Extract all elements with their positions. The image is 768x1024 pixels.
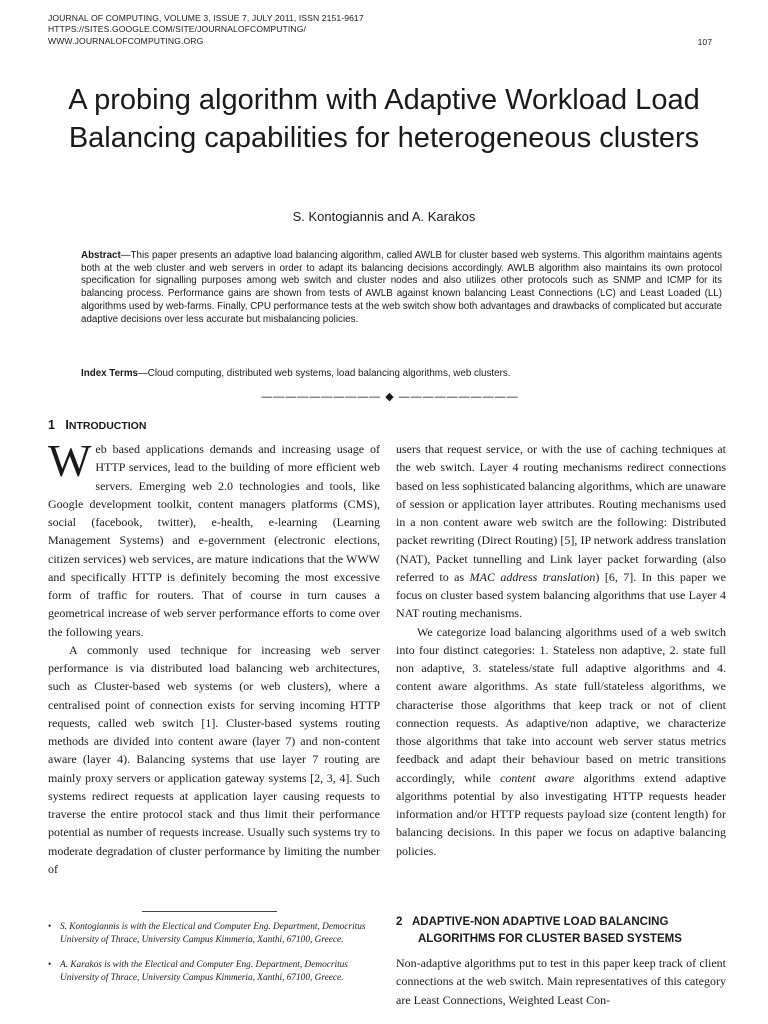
- intro-paragraph-1-text: eb based applications demands and increasing usage of HTTP services, lead to the building of more efficient web servers. Emerging web 2.0 technologies and tools, like Google development toolkit, content managers platforms (CMS), social (facebook, twitter), e-health, e-learning (Learning Management Systems) and e-government (electronic elections, citizen services) web services, are mature indications that the WWW and specifically HTTP is definitely becoming the most excessive form of traffic for routers. That of course in turn causes a geometrical increase of web server performance efforts to come over the following years.: [48, 442, 380, 639]
- abstract: [81, 250, 722, 326]
- footnote-1: [48, 921, 380, 946]
- section-1-number: 1: [48, 418, 55, 432]
- journal-header: [48, 13, 364, 47]
- footnote-2: [48, 959, 380, 984]
- section-1-heading: [48, 418, 146, 432]
- right-paragraph-2-a: We categorize load balancing algorithms used of a web switch into four distinct categories: 1. Stateless non adaptive, 2. state full non adaptive, 3. stateless/state full adaptive algorithms and 4. content aware algorithms. As state full/stateless algorithms, we characterise those algorithms that keep track or not of client connection requests. As adaptive/non adaptive, we characterize those algorithms that take into account web server status metrics feedback and adapt their behaviour based on metric transitions accordingly, while: [396, 624, 726, 785]
- section-2-text: Non-adaptive algorithms put to test in this paper keep track of client connections at the web switch. Main representatives of this category are Least Connections, Weighted Least Con-: [396, 956, 726, 1007]
- right-column: [396, 440, 726, 860]
- section-2-title-line-2: ALGORITHMS FOR CLUSTER BASED SYSTEMS: [418, 933, 682, 945]
- abstract-label: Abstract: [81, 250, 121, 261]
- intro-paragraph-2: A commonly used technique for increasing web server performance is via distributed load balancing web architectures, such as Cluster-based web systems (or web clusters), where a centralised point of connection exists for serving incoming HTTP requests, called web switch [1]. Cluster-based systems routing methods are divided into content aware (layer 7) and non-content aware (layer 4). Balancing systems that use layer 7 routing are mainly proxy servers or application gateway systems [2, 3, 4]. Such systems redirect requests at application layer causing requests to traverse the entire protocol stack and thus limit their performance potential as number of requests increase. Usually such systems try to moderate degradation of cluster performance by limiting the number of: [48, 642, 380, 876]
- page-number: 107: [697, 37, 712, 47]
- right-paragraph-1-b: ) [6, 7]. In this paper we focus on cluster based system balancing algorithms that use Layer 4 NAT routing mechanisms.: [396, 569, 727, 621]
- section-1-title-rest: NTRODUCTION: [68, 420, 147, 432]
- right-paragraph-1: [396, 440, 726, 623]
- footnote-1-text: S. Kontogiannis is with the Electical and Computer Eng. Department, Democritus University of Thrace, University Campus Kimmeria, Xanthi, 67100, Greece.: [60, 922, 366, 945]
- section-2-title-line-1: ADAPTIVE-NON ADAPTIVE LOAD BALANCING: [412, 916, 669, 928]
- section-1-first-letter: I: [65, 418, 69, 432]
- right-paragraph-2-italic: content aware: [500, 770, 575, 785]
- right-paragraph-2: [396, 623, 726, 860]
- paper-authors: S. Kontogiannis and A. Karakos: [292, 209, 476, 224]
- header-line-1: JOURNAL OF COMPUTING, VOLUME 3, ISSUE 7, JULY 2011, ISSN 2151-9617: [48, 13, 364, 23]
- left-column: [48, 435, 380, 878]
- header-line-3: WWW.JOURNALOFCOMPUTING.ORG: [48, 35, 204, 46]
- index-terms-text: —Cloud computing, distributed web systems, load balancing algorithms, web clusters.: [138, 368, 511, 379]
- section-divider: —————————— ◆ ——————————: [261, 391, 519, 403]
- index-terms-label: Index Terms: [81, 368, 138, 379]
- paper-title: A probing algorithm with Adaptive Workload Load Balancing capabilities for heterogeneous clusters: [68, 84, 700, 154]
- right-paragraph-1-a: users that request service, or with the use of caching techniques at the web switch. Layer 4 routing mechanisms redirect connections based on less sophisticated balancing algorithms, which are unaware of session or application layer attributes. Routing mechanisms used in a non content aware web switch are the following: Distributed packet rewriting (Direct Routing) [5], IP network address translation (NAT), Packet tunnelling and Link layer packet forwarding (also referred to as: [396, 442, 726, 584]
- section-2-number: 2: [396, 916, 403, 928]
- header-line-2: HTTPS://SITES.GOOGLE.COM/SITE/JOURNALOFCOMPUTING/: [48, 24, 306, 35]
- right-paragraph-1-italic: MAC address translation: [469, 569, 596, 584]
- abstract-text: —This paper presents an adaptive load balancing algorithm, called AWLB for cluster based web systems. This algorithm maintains agents both at the web cluster and web servers in order to adapt its balancing decisions accordingly. AWLB algorithm also maintains its own protocol specification for signalling purposes among web switch and cluster nodes and also utilizes other protocols such as SNMP and ICMP for its balancing process. Performance gains are shown from tests of AWLB against known balancing Least Connections (LC) and Least Loaded (LL) algorithms used by web-farms. Finally, CPU performance tests at the web switch show both advantages and drawbacks of complicated but accurate adaptive decisions over less accurate but misbalancing policies.: [81, 250, 722, 325]
- intro-paragraph-1: [48, 435, 380, 641]
- section-2-heading: [396, 914, 726, 948]
- drop-cap: W: [48, 435, 92, 486]
- footnote-rule: [142, 911, 277, 912]
- index-terms: [81, 368, 722, 379]
- right-paragraph-2-b: algorithms extend adaptive algorithms potential by also investigating HTTP requests header information and/or HTTP requests payload size (content length) for balancing decisions. In this paper we focus on adaptive balancing policies.: [396, 770, 727, 858]
- footnote-2-text: A. Karakos is with the Electical and Computer Eng. Department, Democritus University of Thrace, University Campus Kimmeria, Xanthi, 67100, Greece.: [60, 960, 348, 983]
- footnote-2-bullet: •: [48, 960, 52, 970]
- footnote-1-bullet: •: [48, 922, 52, 932]
